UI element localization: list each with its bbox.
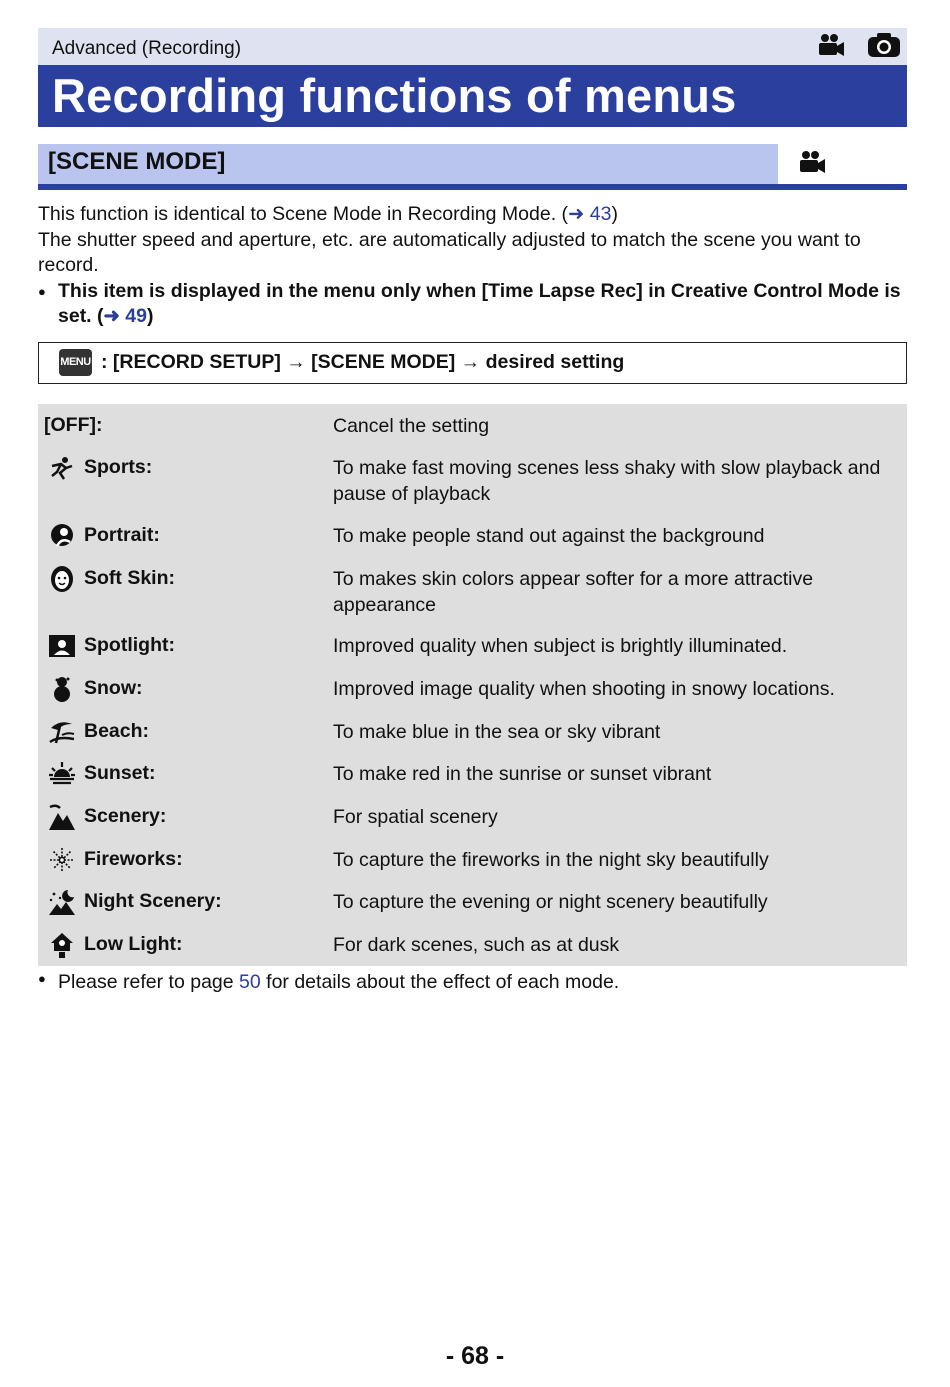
page-title: Recording functions of menus bbox=[52, 69, 737, 122]
row-label: Scenery: bbox=[84, 805, 167, 827]
section-band bbox=[38, 144, 778, 184]
row-label: Fireworks: bbox=[84, 848, 183, 870]
row-label: Low Light: bbox=[84, 933, 183, 955]
section-rule bbox=[38, 184, 907, 190]
header-band bbox=[38, 28, 907, 65]
intro-bullet: ● This item is displayed in the menu only when [Time Lapse Rec] in Creative Control Mode is set. (➜ 49) bbox=[38, 279, 910, 330]
footnote: ● Please refer to page 50 for details about the effect of each mode. bbox=[38, 971, 619, 994]
row-desc: To make red in the sunrise or sunset vibrant bbox=[333, 763, 712, 785]
intro-line-1: This function is identical to Scene Mode in Recording Mode. (➜ 43) bbox=[38, 203, 618, 225]
row-desc: To capture the evening or night scenery beautifully bbox=[333, 891, 768, 913]
sunset-icon bbox=[48, 760, 76, 788]
sports-icon bbox=[48, 454, 76, 482]
row-desc: To make fast moving scenes less shaky with slow playback and pause of playback bbox=[333, 457, 881, 505]
row-desc: Cancel the setting bbox=[333, 415, 490, 437]
row-desc: To make people stand out against the background bbox=[333, 525, 765, 547]
soft-skin-icon bbox=[48, 565, 76, 593]
page-link-43[interactable]: ➜ 43 bbox=[568, 203, 612, 225]
low-light-icon bbox=[48, 931, 76, 959]
row-desc: To make blue in the sea or sky vibrant bbox=[333, 721, 661, 743]
row-desc: Improved image quality when shooting in snowy locations. bbox=[333, 678, 835, 700]
row-desc: For spatial scenery bbox=[333, 806, 498, 828]
row-desc: To makes skin colors appear softer for a more attractive appearance bbox=[333, 568, 814, 616]
page-title-bar bbox=[38, 65, 907, 127]
row-label: Beach: bbox=[84, 720, 150, 742]
spotlight-icon bbox=[48, 632, 76, 660]
row-label: Portrait: bbox=[84, 524, 160, 546]
row-label: Soft Skin: bbox=[84, 567, 175, 589]
row-label: Sports: bbox=[84, 456, 153, 478]
row-desc: To capture the fireworks in the night sky beautifully bbox=[333, 849, 769, 871]
chapter-subtitle: Advanced (Recording) bbox=[52, 38, 242, 59]
scenery-icon bbox=[48, 803, 76, 831]
page-number: - 68 - bbox=[445, 1342, 505, 1370]
movie-camera-icon bbox=[817, 33, 845, 57]
row-label: Sunset: bbox=[84, 762, 156, 784]
row-label: Night Scenery: bbox=[84, 890, 222, 912]
section-header bbox=[38, 144, 907, 190]
section-title: [SCENE MODE] bbox=[48, 148, 226, 175]
row-label: [OFF]: bbox=[44, 414, 103, 436]
scene-mode-table bbox=[38, 404, 907, 966]
menu-icon: MENU bbox=[59, 349, 92, 376]
intro-line-2: The shutter speed and aperture, etc. are automatically adjusted to match the scene you want to record. bbox=[38, 228, 861, 276]
portrait-icon bbox=[48, 522, 76, 550]
page-link-50[interactable]: 50 bbox=[239, 971, 261, 993]
page-link-49[interactable]: ➜ 49 bbox=[103, 305, 147, 327]
row-desc: Improved quality when subject is brightly illuminated. bbox=[333, 635, 788, 657]
menu-path-text: : [RECORD SETUP] → [SCENE MODE] → desired setting bbox=[101, 351, 625, 373]
beach-icon bbox=[48, 718, 76, 746]
fireworks-icon bbox=[48, 846, 76, 874]
menu-path-box bbox=[38, 342, 907, 384]
row-label: Spotlight: bbox=[84, 634, 175, 656]
still-camera-icon bbox=[867, 32, 901, 58]
movie-camera-icon bbox=[798, 150, 826, 174]
mode-icons bbox=[817, 32, 901, 58]
row-desc: For dark scenes, such as at dusk bbox=[333, 934, 620, 956]
row-label: Snow: bbox=[84, 677, 143, 699]
intro-text bbox=[38, 202, 910, 330]
snow-icon bbox=[48, 675, 76, 703]
night-scenery-icon bbox=[48, 888, 76, 916]
